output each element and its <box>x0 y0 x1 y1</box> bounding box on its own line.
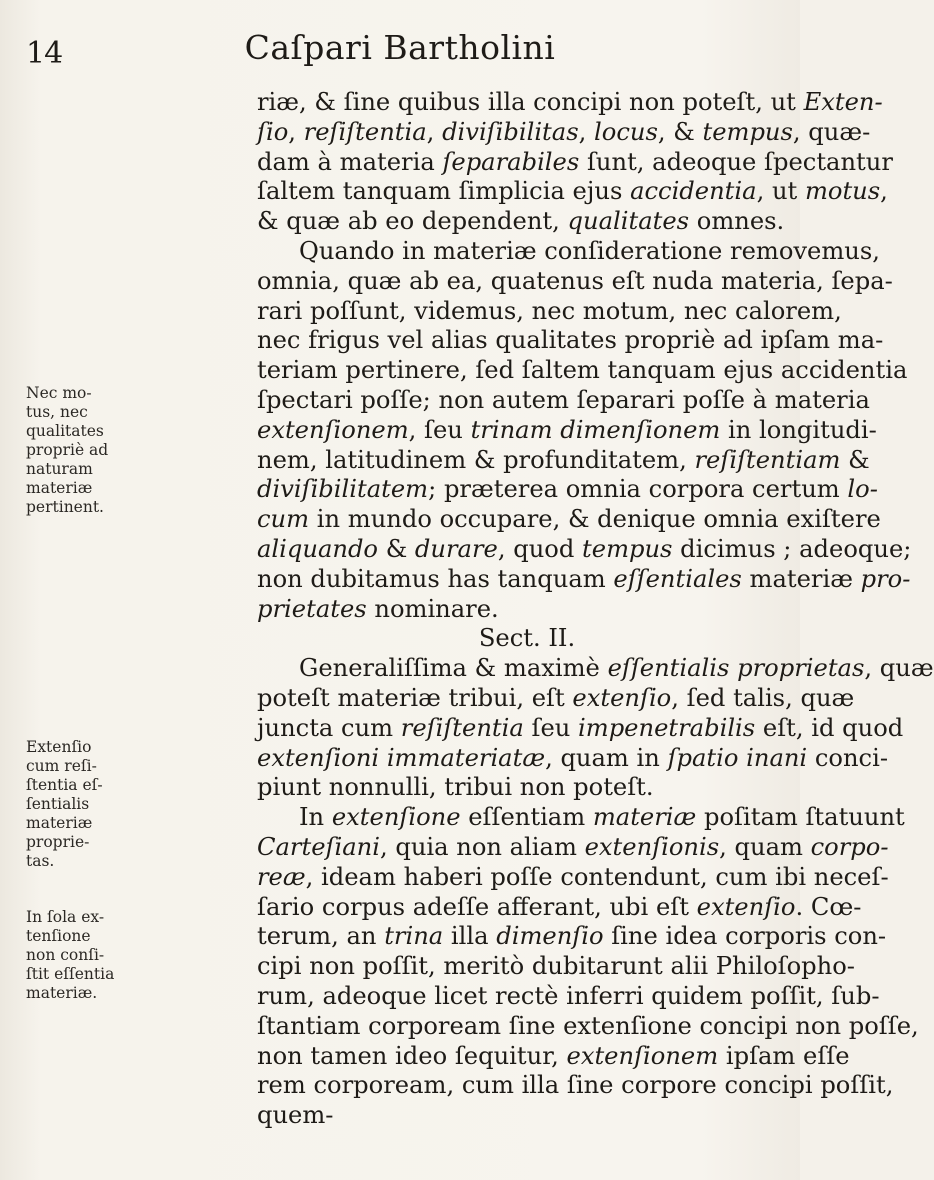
text-line <box>257 236 880 267</box>
margin-note-line: naturam <box>26 460 93 478</box>
italic-term: eſſentiales <box>613 564 742 593</box>
text-line <box>257 683 855 714</box>
margin-note-3 <box>26 908 115 1003</box>
text-run: in longitudi- <box>720 415 877 444</box>
text-run: rem corpoream, cum illa ſine corpore concipi poſſit, <box>257 1071 894 1100</box>
text-run: teriam pertinere, ſed ſaltem tanquam ejus accidentia <box>257 356 908 385</box>
text-run: poſitam ſtatuunt <box>696 803 905 832</box>
text-run: , quam <box>719 832 811 861</box>
text-line <box>257 88 883 118</box>
italic-term: accidentia <box>630 177 757 206</box>
text-line <box>257 445 870 476</box>
section-heading <box>257 624 797 654</box>
italic-term: diviſibilitas <box>442 117 579 146</box>
text-run: non dubitamus has tanquam <box>257 564 614 593</box>
text-line <box>257 595 797 625</box>
italic-term: ſpatio inani <box>667 743 808 772</box>
italic-term: cum <box>257 505 310 534</box>
text-line <box>257 773 797 803</box>
text-line <box>257 981 880 1012</box>
text-run: Quando in materiæ conſideratione removemus, <box>299 236 880 265</box>
italic-term: eſſentialis proprietas <box>607 654 865 683</box>
text-line <box>257 117 871 148</box>
text-line <box>257 385 870 416</box>
text-run: non tamen ideo ſequitur, <box>257 1041 567 1070</box>
text-line <box>257 832 889 863</box>
text-line <box>257 296 842 327</box>
italic-term: extenſio <box>572 683 672 712</box>
text-run: terum, an <box>257 922 385 951</box>
text-line <box>257 564 911 595</box>
text-line <box>257 922 887 952</box>
italic-term: extenſioni immateriatæ <box>257 743 546 772</box>
text-run: & <box>378 534 415 563</box>
text-line <box>257 1041 850 1072</box>
italic-term: dimenſio <box>496 922 604 951</box>
text-run: , quod <box>497 534 583 563</box>
text-run: , quæ <box>864 654 934 683</box>
italic-term: impenetrabilis <box>578 713 756 742</box>
text-run: conci- <box>807 743 889 772</box>
text-run: materiæ <box>741 564 861 593</box>
text-run: nec frigus vel alias qualitates propriè ad ipſam ma- <box>257 326 884 355</box>
text-run: , quam in <box>545 743 668 772</box>
margin-note-line: ſtentia eſ- <box>26 776 103 794</box>
text-line <box>257 952 855 982</box>
text-run: illa <box>443 922 497 951</box>
margin-note-line: ſentialis <box>26 795 90 813</box>
italic-term: lo- <box>847 475 878 504</box>
text-run: piunt nonnulli, tribui non poteſt. <box>257 773 654 802</box>
text-run: , <box>426 117 443 146</box>
text-line <box>257 1101 797 1131</box>
text-run: ſtantiam corpoream ſine extenſione concipi non poſſe, <box>257 1011 919 1040</box>
text-run: ſine idea corporis con- <box>603 922 887 951</box>
text-run: ſaltem tanquam ſimplicia ejus <box>257 177 631 206</box>
text-line <box>257 803 905 833</box>
text-run: , ſeu <box>408 415 471 444</box>
text-run: , <box>880 177 888 206</box>
italic-term: extenſio <box>696 892 796 921</box>
text-run: & <box>840 445 870 474</box>
text-run: , quia non aliam <box>379 832 585 861</box>
italic-term: tempus <box>702 117 793 146</box>
text-run: in mundo occupare, & denique omnia exiſtere <box>309 505 881 534</box>
text-line <box>257 207 797 237</box>
text-run: ſunt, adeoque ſpectantur <box>579 147 893 176</box>
margin-note-line: materiæ. <box>26 984 98 1002</box>
text-run: dam à materia <box>257 147 443 176</box>
text-run: , & <box>657 117 703 146</box>
italic-term: reæ <box>257 862 306 891</box>
margin-note-line: non conſi- <box>26 946 105 964</box>
text-run: ; præterea omnia corpora certum <box>428 475 848 504</box>
text-line <box>257 534 912 565</box>
text-run: , ſed talis, quæ <box>671 683 855 712</box>
italic-term: motus <box>804 177 881 206</box>
italic-term: diviſibilitatem <box>257 475 429 504</box>
text-run: In <box>299 803 332 832</box>
text-line <box>257 147 893 178</box>
text-run: , ideam haberi poſſe contendunt, cum ibi neceſ- <box>305 862 889 891</box>
text-line <box>257 177 888 207</box>
text-run: cipi non poſſit, meritò dubitarunt alii Philoſopho- <box>257 952 855 981</box>
text-run: quem- <box>257 1101 334 1130</box>
text-run: , <box>288 117 304 146</box>
text-run: , ut <box>756 177 805 206</box>
text-run: nem, latitudinem & profunditatem, <box>257 445 695 474</box>
text-run: ipſam eſſe <box>718 1041 850 1070</box>
text-run: & quæ ab eo dependent, <box>257 207 568 236</box>
text-run: dicimus ; adeoque; <box>672 534 912 563</box>
italic-term: tempus <box>582 534 673 563</box>
text-run: omnes. <box>689 207 785 236</box>
text-run: Generaliſſima & maximè <box>299 654 608 683</box>
italic-term: locus <box>594 117 658 146</box>
margin-note-line: propriè ad <box>26 441 109 459</box>
italic-term: prietates <box>257 594 367 623</box>
body-text <box>257 88 934 1131</box>
italic-term: trinam dimenſionem <box>470 415 721 444</box>
text-run: rari poſſunt, videmus, nec motum, nec calorem, <box>257 296 842 325</box>
text-run: ſpectari poſſe; non autem ſeparari poſſe à materia <box>257 385 870 414</box>
text-line <box>257 862 889 893</box>
text-line <box>257 356 908 386</box>
text-run: eſt, id quod <box>755 713 904 742</box>
margin-note-line: tus, nec <box>26 403 88 421</box>
text-run: omnia, quæ ab ea, quatenus eſt nuda materia, ſepa- <box>257 266 893 295</box>
text-run: riæ, & ſine quibus illa concipi non poteſt, ut <box>257 88 804 116</box>
text-run: juncta cum <box>257 713 401 742</box>
italic-term: ſeparabiles <box>442 147 580 176</box>
margin-note-line: qualitates <box>26 422 104 440</box>
text-run: , <box>578 117 595 146</box>
text-run: nominare. <box>366 594 499 623</box>
text-line <box>257 326 884 356</box>
text-run: . Cœ- <box>795 892 862 921</box>
italic-term: pro- <box>860 564 911 593</box>
text-line <box>257 1071 894 1101</box>
text-line <box>257 1011 919 1042</box>
italic-term: durare <box>414 534 498 563</box>
text-run: , quæ- <box>792 117 871 146</box>
italic-term: extenſionis <box>584 832 720 861</box>
margin-note-line: Extenſio <box>26 738 92 756</box>
italic-term: corpo- <box>810 832 889 861</box>
text-run: Sect. II. <box>478 624 576 653</box>
margin-note-line: tenſione <box>26 927 91 945</box>
italic-term: Carteſiani <box>257 832 380 861</box>
italic-term: trina <box>384 922 444 951</box>
text-line <box>257 475 878 505</box>
italic-term: reſiſtentia <box>400 713 524 742</box>
margin-note-line: cum reſi- <box>26 757 97 775</box>
margin-note-line: ſtit eſſentia <box>26 965 115 983</box>
margin-note-line: Nec mo- <box>26 384 92 402</box>
text-line <box>257 713 904 744</box>
margin-note-line: materiæ <box>26 479 93 497</box>
text-line <box>257 266 893 297</box>
margin-note-line: materiæ <box>26 814 93 832</box>
italic-term: ſio <box>257 117 289 146</box>
text-line <box>257 505 881 535</box>
text-run: eſſentiam <box>460 803 593 832</box>
margin-note-line: In ſola ex- <box>26 908 105 926</box>
running-head: Caſpari Bartholini <box>244 28 556 67</box>
text-run: ſario corpus adeſſe afferant, ubi eſt <box>257 892 697 921</box>
italic-term: materiæ <box>592 803 697 832</box>
italic-term: qualitates <box>567 207 690 236</box>
text-line <box>257 415 877 446</box>
text-line <box>257 743 889 774</box>
italic-term: Exten- <box>803 88 883 116</box>
italic-term: extenſionem <box>257 415 409 444</box>
text-run: ſeu <box>523 713 579 742</box>
italic-term: extenſione <box>331 803 461 832</box>
page-number: 14 <box>26 36 63 71</box>
margin-note-2 <box>26 738 102 871</box>
text-run: rum, adeoque licet rectè inferri quidem poſſit, ſub- <box>257 981 880 1010</box>
italic-term: reſiſtentia <box>303 117 427 146</box>
text-line <box>257 654 934 684</box>
italic-term: extenſionem <box>566 1041 719 1070</box>
italic-term: reſiſtentiam <box>694 445 841 474</box>
margin-note-line: tas. <box>26 852 55 870</box>
text-line <box>257 892 862 923</box>
margin-note-line: proprie- <box>26 833 90 851</box>
margin-note-line: pertinent. <box>26 498 104 516</box>
text-run: poteſt materiæ tribui, eſt <box>257 683 573 712</box>
margin-note-1 <box>26 384 109 517</box>
italic-term: aliquando <box>257 534 378 563</box>
